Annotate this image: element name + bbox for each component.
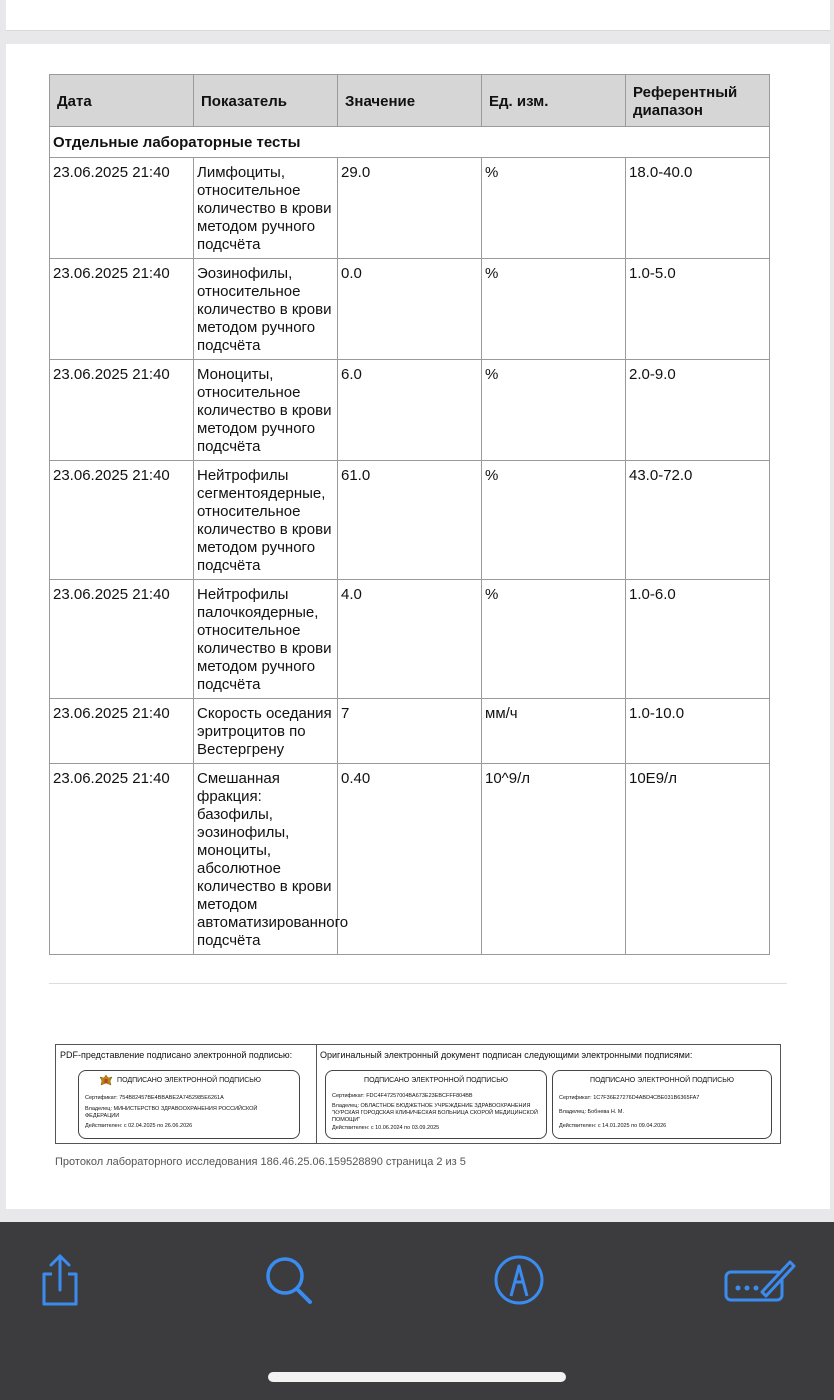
cell-unit: % bbox=[482, 580, 626, 699]
cell-range: 43.0-72.0 bbox=[626, 461, 770, 580]
table-row bbox=[50, 360, 770, 461]
pdf-signature-label: PDF-представление подписано электронной подписью: bbox=[60, 1050, 293, 1060]
signature-stamp bbox=[78, 1070, 300, 1139]
header-reference-range: Референтный диапазон bbox=[626, 75, 770, 127]
previous-page-edge bbox=[6, 0, 830, 31]
share-icon bbox=[32, 1252, 88, 1308]
table-row bbox=[50, 259, 770, 360]
markup-button[interactable] bbox=[491, 1252, 547, 1308]
table-header-row bbox=[50, 75, 770, 127]
cell-date: 23.06.2025 21:40 bbox=[50, 764, 194, 955]
search-icon bbox=[262, 1252, 318, 1308]
cell-date: 23.06.2025 21:40 bbox=[50, 259, 194, 360]
cell-unit: % bbox=[482, 461, 626, 580]
search-button[interactable] bbox=[262, 1252, 318, 1308]
header-value: Значение bbox=[338, 75, 482, 127]
cell-indicator: Моноциты, относительное количество в крови методом ручного подсчёта bbox=[194, 360, 338, 461]
stamp-owner: Владелец: ОБЛАСТНОЕ БЮДЖЕТНОЕ УЧРЕЖДЕНИЕ ЗДРАВООХРАНЕНИЯ "КУРСКАЯ ГОРОДСКАЯ КЛИНИЧЕСКАЯ БОЛЬНИЦА СКОРОЙ МЕДИЦИНСКОЙ ПОМОЩИ" bbox=[332, 1103, 538, 1123]
cell-date: 23.06.2025 21:40 bbox=[50, 461, 194, 580]
cell-date: 23.06.2025 21:40 bbox=[50, 580, 194, 699]
cell-range: 10E9/л bbox=[626, 764, 770, 955]
signature-block bbox=[55, 1044, 781, 1144]
header-date: Дата bbox=[50, 75, 194, 127]
cell-range: 1.0-10.0 bbox=[626, 699, 770, 764]
section-row bbox=[50, 127, 770, 158]
cell-indicator: Смешанная фракция: базофилы, эозинофилы, моноциты, абсолютное количество в крови методом автоматизированного подсчёта bbox=[194, 764, 338, 955]
cell-indicator: Скорость оседания эритроцитов по Вестергрену bbox=[194, 699, 338, 764]
cell-value: 7 bbox=[338, 699, 482, 764]
header-unit: Ед. изм. bbox=[482, 75, 626, 127]
signature-stamp bbox=[552, 1070, 772, 1139]
cell-indicator: Нейтрофилы сегментоядерные, относительное количество в крови методом ручного подсчёта bbox=[194, 461, 338, 580]
stamp-owner: Владелец: Бобнева Н. М. bbox=[559, 1109, 624, 1115]
table-row bbox=[50, 580, 770, 699]
stamp-title: ПОДПИСАНО ЭЛЕКТРОННОЙ ПОДПИСЬЮ bbox=[364, 1077, 508, 1084]
cell-value: 61.0 bbox=[338, 461, 482, 580]
stamp-title: ПОДПИСАНО ЭЛЕКТРОННОЙ ПОДПИСЬЮ bbox=[117, 1077, 261, 1084]
cell-unit: % bbox=[482, 259, 626, 360]
stamp-certificate: Сертификат: 1C7F36E27276D4ABD4CBE031B6365FA7 bbox=[559, 1095, 700, 1101]
cell-date: 23.06.2025 21:40 bbox=[50, 699, 194, 764]
cell-indicator: Эозинофилы, относительное количество в крови методом ручного подсчёта bbox=[194, 259, 338, 360]
stamp-certificate: Сертификат: FDC4F47257004BA673E23EBCFFF804BB bbox=[332, 1093, 473, 1099]
stamp-certificate: Сертификат: 754B82457BE4BBABE2A7452985E6261A bbox=[85, 1095, 224, 1101]
stamp-validity: Действителен: с 10.06.2024 по 03.09.2025 bbox=[332, 1125, 440, 1131]
bottom-toolbar bbox=[0, 1222, 834, 1400]
markup-icon bbox=[491, 1252, 547, 1308]
cell-unit: % bbox=[482, 360, 626, 461]
table-row bbox=[50, 764, 770, 955]
cell-date: 23.06.2025 21:40 bbox=[50, 360, 194, 461]
document-page bbox=[6, 44, 830, 1209]
signature-divider bbox=[316, 1045, 317, 1143]
section-title: Отдельные лабораторные тесты bbox=[50, 127, 770, 158]
cell-value: 4.0 bbox=[338, 580, 482, 699]
cell-indicator: Лимфоциты, относительное количество в крови методом ручного подсчёта bbox=[194, 158, 338, 259]
table-row bbox=[50, 158, 770, 259]
signature-icon bbox=[722, 1252, 798, 1308]
stamp-validity: Действителен: с 14.01.2025 по 09.04.2026 bbox=[559, 1123, 667, 1129]
stamp-title: ПОДПИСАНО ЭЛЕКТРОННОЙ ПОДПИСЬЮ bbox=[590, 1077, 734, 1084]
stamp-validity: Действителен: с 02.04.2025 по 26.06.2026 bbox=[85, 1123, 193, 1129]
cell-indicator: Нейтрофилы палочкоядерные, относительное количество в крови методом ручного подсчёта bbox=[194, 580, 338, 699]
cell-unit: % bbox=[482, 158, 626, 259]
cell-date: 23.06.2025 21:40 bbox=[50, 158, 194, 259]
cell-value: 0.40 bbox=[338, 764, 482, 955]
home-indicator[interactable] bbox=[268, 1372, 566, 1382]
header-indicator: Показатель bbox=[194, 75, 338, 127]
signature-button[interactable] bbox=[722, 1252, 798, 1308]
cell-range: 1.0-6.0 bbox=[626, 580, 770, 699]
cell-value: 0.0 bbox=[338, 259, 482, 360]
cell-range: 2.0-9.0 bbox=[626, 360, 770, 461]
protocol-footer: Протокол лабораторного исследования 186.46.25.06.159528890 страница 2 из 5 bbox=[55, 1156, 466, 1168]
page-divider bbox=[49, 983, 787, 984]
cell-range: 1.0-5.0 bbox=[626, 259, 770, 360]
cell-range: 18.0-40.0 bbox=[626, 158, 770, 259]
table-row bbox=[50, 461, 770, 580]
signature-stamp bbox=[325, 1070, 547, 1139]
cell-unit: 10^9/л bbox=[482, 764, 626, 955]
table-row bbox=[50, 699, 770, 764]
lab-results-table bbox=[49, 74, 770, 955]
stamp-owner: Владелец: МИНИСТЕРСТВО ЗДРАВООХРАНЕНИЯ РОССИЙСКОЙ ФЕДЕРАЦИИ bbox=[85, 1106, 258, 1119]
share-button[interactable] bbox=[32, 1252, 88, 1308]
cell-value: 29.0 bbox=[338, 158, 482, 259]
original-signatures-label: Оригинальный электронный документ подписан следующими электронными подписями: bbox=[320, 1050, 693, 1060]
cell-value: 6.0 bbox=[338, 360, 482, 461]
cell-unit: мм/ч bbox=[482, 699, 626, 764]
